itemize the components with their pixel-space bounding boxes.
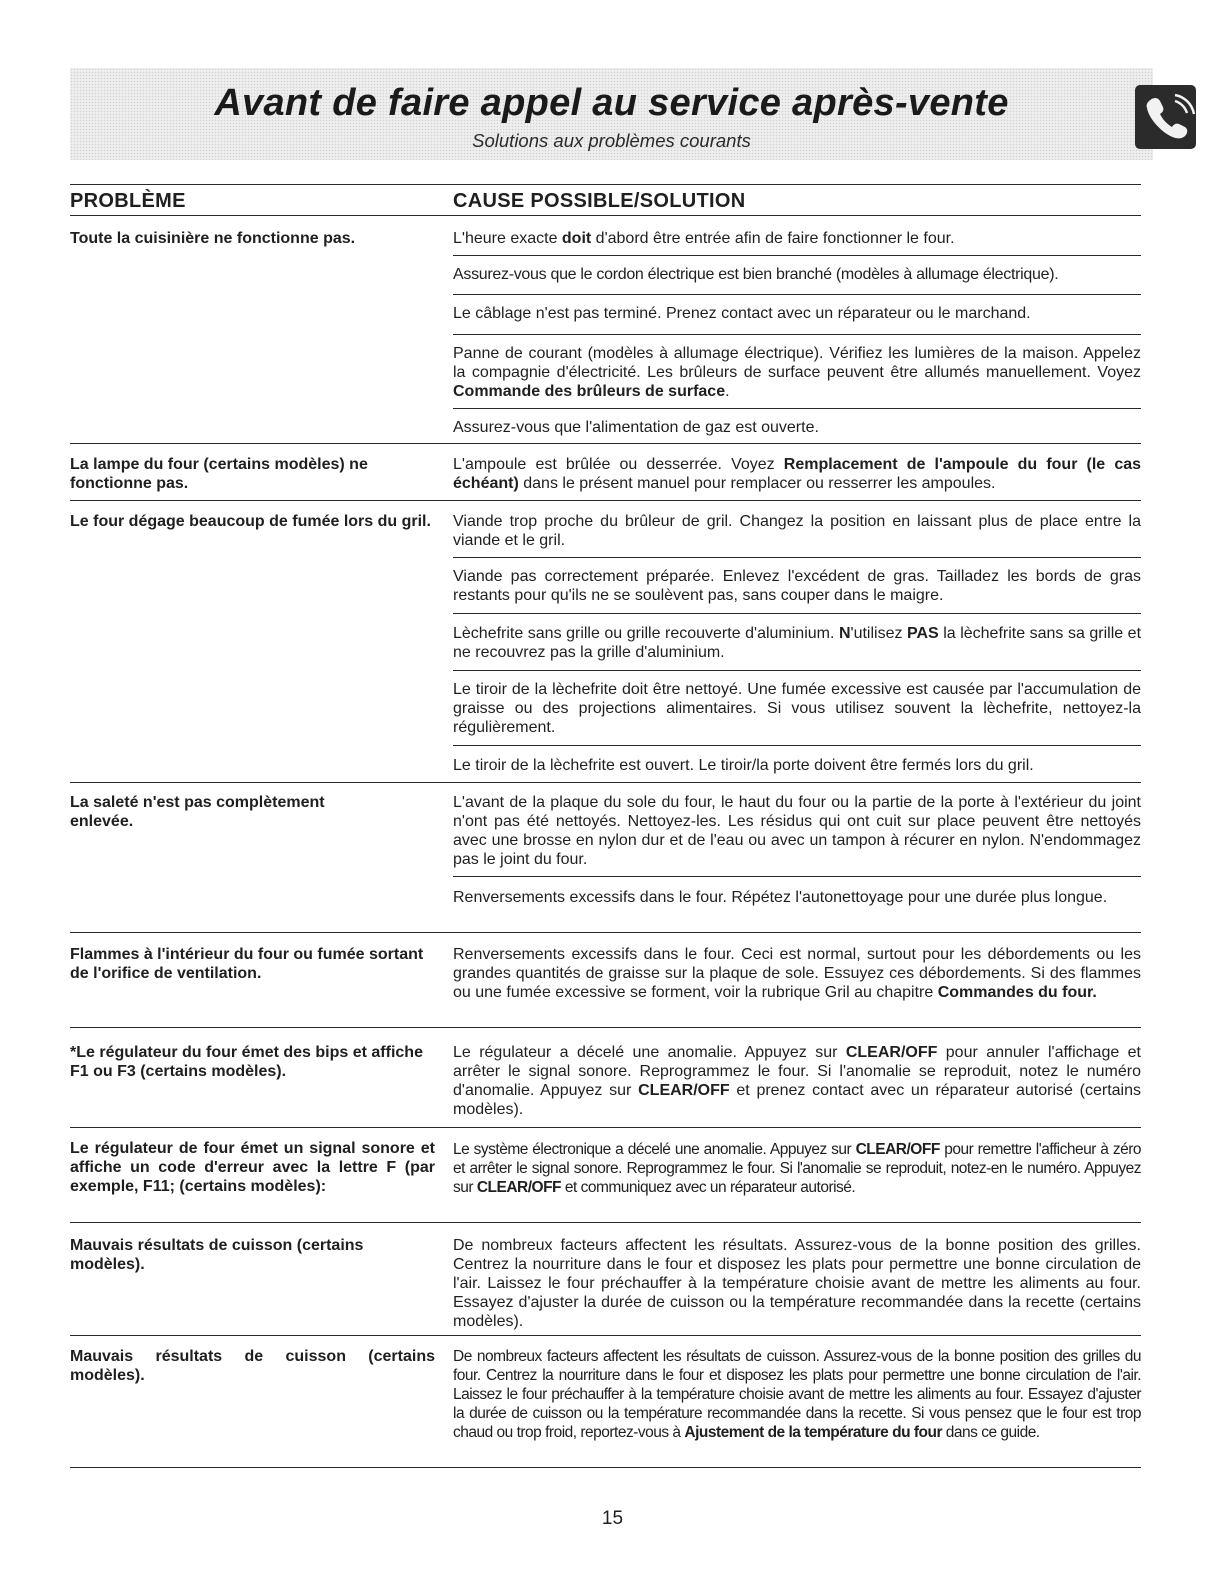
row-divider (70, 1335, 1141, 1336)
problem-text: Le four dégage beaucoup de fumée lors du gril. (70, 513, 431, 530)
solution-text: Le tiroir de la lèchefrite est ouvert. Le tiroir/la porte doivent être fermés lors du gril. (453, 757, 1034, 774)
solution-divider (453, 557, 1141, 558)
solution-divider (453, 876, 1141, 877)
solution-divider (453, 408, 1141, 409)
solution-text: De nombreux facteurs affectent les résultats de cuisson. Assurez-vous de la bonne position des grilles du four. Centrez la nourriture dans le four et disposez les plats pour permettre une bonne circulation de l'air. Laissez le four préchauffer à la température choisie avant de mettre les aliments au four. Essayez d'ajuster la durée de cuisson ou la température recommandée dans la recette. Si vous pensez que le four est trop chaud ou trop froid, reportez-vous à Ajustement de la température du four dans ce guide. (453, 1348, 1141, 1441)
solution-text: L'heure exacte doit d'abord être entrée afin de faire fonctionner le four. (453, 230, 955, 247)
page-number: 15 (601, 1508, 624, 1529)
problem-text: Le régulateur de four émet un signal sonore et affiche un code d'erreur avec la lettre F (par exemple, F11; (certains modèles): (70, 1140, 435, 1195)
row-divider (70, 932, 1141, 933)
column-heading-solution: CAUSE POSSIBLE/SOLUTION (453, 190, 746, 212)
solution-text: Renversements excessifs dans le four. Ceci est normal, surtout pour les débordements ou les grandes quantités de graisse sur la plaque de sole. Essuyez ces débordements. Si des flammes ou une fumée excessive se forment, voir la rubrique Gril au chapitre Commandes du four. (453, 946, 1141, 1001)
solution-text: Lèchefrite sans grille ou grille recouverte d'aluminium. N'utilisez PAS la lèchefrite sans sa grille et ne recouvrez pas la grille d'aluminium. (453, 625, 1142, 661)
solution-text: L'avant de la plaque du sole du four, le haut du four ou la partie de la porte à l'extérieur du joint n'ont pas été nettoyés. Nettoyez-les. Les résidus qui ont cuit sur place peuvent être nettoyés avec une brosse en nylon dur et de l'eau ou avec un tampon à récurer en nylon. N'endommagez pas le joint du four. (453, 794, 1141, 868)
row-divider (70, 500, 1141, 501)
solution-text: Le tiroir de la lèchefrite doit être nettoyé. Une fumée excessive est causée par l'accumulation de graisse ou des projections alimentaires. Si vous utilisez souvent la lèchefrite, nettoyez-la régulièrement. (453, 681, 1141, 736)
solution-text: Assurez-vous que le cordon électrique est bien branché (modèles à allumage électrique). (453, 266, 1059, 283)
solution-text: Renversements excessifs dans le four. Répétez l'autonettoyage pour une durée plus longue. (453, 889, 1108, 906)
solution-text: Le câblage n'est pas terminé. Prenez contact avec un réparateur ou le marchand. (453, 305, 1031, 322)
row-divider (70, 443, 1141, 444)
solution-divider (453, 255, 1141, 256)
row-divider (70, 1027, 1141, 1028)
problem-text: Flammes à l'intérieur du four ou fumée sortant de l'orifice de ventilation. (70, 946, 424, 982)
solution-text: De nombreux facteurs affectent les résultats. Assurez-vous de la bonne position des grilles. Centrez la nourriture dans le four et disposez les plats pour permettre une bonne circulation de l'air. Laissez le four préchauffer à la température choisie avant de mettre les aliments au four. Essayez d'ajuster la durée de cuisson ou la température recommandée dans la recette (certains modèles). (453, 1237, 1141, 1330)
problem-text: La lampe du four (certains modèles) ne fonctionne pas. (70, 456, 368, 492)
solution-text: Le régulateur a décelé une anomalie. Appuyez sur CLEAR/OFF pour annuler l'affichage et arrêter le signal sonore. Reprogrammez le four. Si l'anomalie se reproduit, notez le numéro d'anomalie. Appuyez sur CLEAR/OFF et prenez contact avec un réparateur autorisé (certains modèles). (453, 1044, 1141, 1118)
problem-text: Mauvais résultats de cuisson (certains modèles). (70, 1237, 364, 1273)
solution-text: Viande trop proche du brûleur de gril. Changez la position en laissant plus de place entre la viande et le gril. (453, 513, 1141, 549)
problem-text: La saleté n'est pas complètement enlevée. (70, 794, 325, 830)
row-divider (70, 1127, 1141, 1128)
problem-text: Toute la cuisinière ne fonctionne pas. (70, 230, 356, 247)
header-banner (70, 68, 1153, 160)
heading-top-rule (70, 184, 1141, 185)
solution-text: Assurez-vous que l'alimentation de gaz est ouverte. (453, 419, 819, 436)
heading-bottom-rule (70, 215, 1141, 216)
row-divider (70, 1222, 1141, 1223)
solution-divider (453, 613, 1141, 614)
solution-divider (453, 294, 1141, 295)
phone-icon (1135, 85, 1196, 149)
row-divider (70, 782, 1141, 783)
solution-text: Panne de courant (modèles à allumage électrique). Vérifiez les lumières de la maison. Appelez la compagnie d'électricité. Les brûleurs de surface peuvent être allumés manuellement. Voyez Commande des brûleurs de surface. (453, 345, 1141, 400)
solution-text: L'ampoule est brûlée ou desserrée. Voyez Remplacement de l'ampoule du four (le cas échéant) dans le présent manuel pour remplacer ou resserrer les ampoules. (453, 456, 1142, 492)
page-title: Avant de faire appel au service après-vente (214, 82, 1009, 124)
solution-divider (453, 745, 1141, 746)
problem-text: Mauvais résultats de cuisson (certains modèles). (70, 1348, 435, 1384)
solution-text: Viande pas correctement préparée. Enlevez l'excédent de gras. Tailladez les bords de gras restants pour qu'ils ne se soulèvent pas, sans couper dans le maigre. (453, 568, 1141, 604)
page-subtitle: Solutions aux problèmes courants (472, 130, 751, 151)
problem-text: *Le régulateur du four émet des bips et affiche F1 ou F3 (certains modèles). (70, 1044, 423, 1080)
solution-divider (453, 670, 1141, 671)
row-divider (70, 1467, 1141, 1468)
solution-divider (453, 334, 1141, 335)
solution-text: Le système électronique a décelé une anomalie. Appuyez sur CLEAR/OFF pour remettre l'afficheur à zéro et arrêter le signal sonore. Reprogrammez le four. Si l'anomalie se reproduit, notez-en le numéro. Appuyez sur CLEAR/OFF et communiquez avec un réparateur autorisé. (453, 1141, 1142, 1196)
column-heading-problem: PROBLÈME (70, 190, 186, 212)
